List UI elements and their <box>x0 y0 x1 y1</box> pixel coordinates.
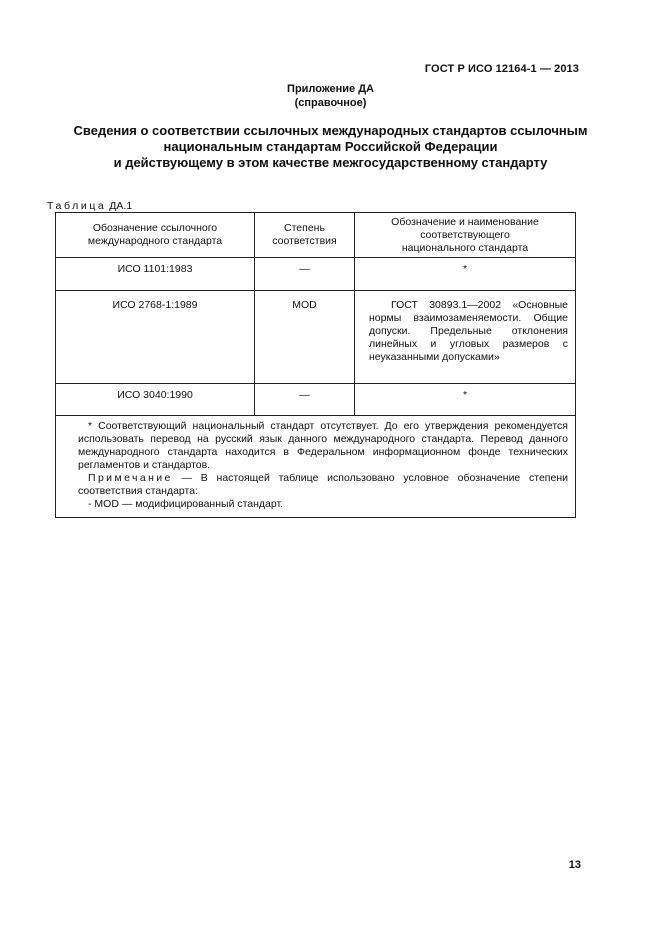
main-title-line-3: и действующему в этом качестве межгосударственному стандарту <box>113 155 548 170</box>
cell-degree: — <box>255 384 355 416</box>
header-international-standard: Обозначение ссылочного международного стандарта <box>56 213 255 258</box>
cell-degree: MOD <box>255 291 355 384</box>
page-number: 13 <box>568 859 581 871</box>
table-caption-label: Таблица <box>47 200 107 212</box>
annex-title: Приложение ДА <box>287 83 374 95</box>
note-item: - MOD — модифицированный стандарт. <box>88 498 284 510</box>
annex-heading <box>0 82 661 110</box>
cell-national: * <box>355 258 576 291</box>
table-caption <box>47 200 132 212</box>
header-degree: Степень соответствия <box>255 213 355 258</box>
table-row <box>56 291 576 384</box>
document-code: ГОСТ Р ИСО 12164-1 — 2013 <box>424 63 579 75</box>
table-row <box>56 258 576 291</box>
cell-national-text: ГОСТ 30893.1—2002 «Основные нормы взаимозаменяемости. Общие допуски. Предельные отклонения линейных и угловых размеров с неуказанными допусками» <box>369 299 568 363</box>
main-title <box>40 123 621 171</box>
note-label: Примечание <box>88 472 173 484</box>
table-notes-row <box>56 416 576 518</box>
footnote: * Соответствующий национальный стандарт отсутствует. До его утверждения рекомендуется использовать перевод на русский язык данного международного стандарта. Перевод данного международного стандарта находится в Федеральном информационном фонде технических регламентов и стандартов. <box>78 420 568 471</box>
cell-standard: ИСО 3040:1990 <box>56 384 255 416</box>
note <box>78 472 568 498</box>
main-title-line-2: национальным стандартам Российской Федерации <box>163 139 498 154</box>
correspondence-table <box>55 212 576 518</box>
cell-standard: ИСО 2768-1:1989 <box>56 291 255 384</box>
annex-subtitle: (справочное) <box>294 97 367 109</box>
cell-national <box>355 291 576 384</box>
table-notes <box>56 416 576 518</box>
cell-degree: — <box>255 258 355 291</box>
note-text: — В настоящей таблице использовано условное обозначение степени соответствия стандарта: <box>78 472 568 497</box>
header-national-standard: Обозначение и наименование соответствующего национального стандарта <box>355 213 576 258</box>
table-header-row <box>56 213 576 258</box>
main-title-line-1: Сведения о соответствии ссылочных международных стандартов ссылочным <box>73 123 588 138</box>
table-caption-number: ДА.1 <box>109 200 133 212</box>
table-row <box>56 384 576 416</box>
cell-standard: ИСО 1101:1983 <box>56 258 255 291</box>
cell-national: * <box>355 384 576 416</box>
